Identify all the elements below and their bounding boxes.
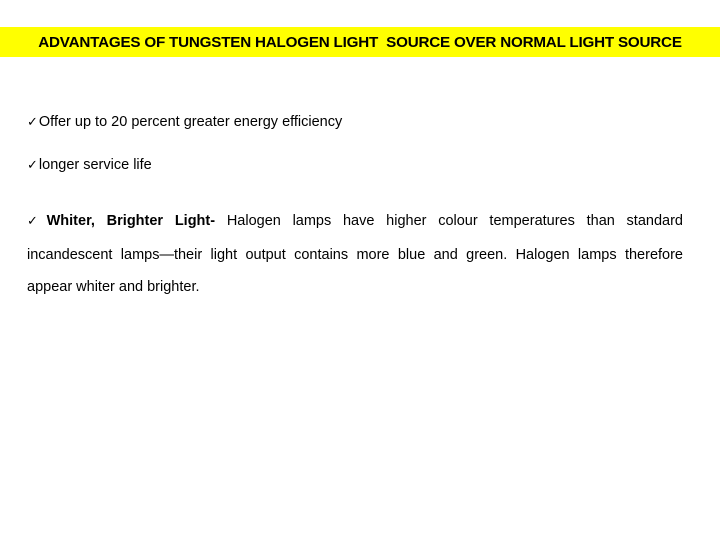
bullet-item: [27, 111, 342, 134]
bullet-text: longer service life: [38, 157, 152, 173]
bullet-text: Halogen lamps have higher colour temperatures than standard incandescent lamps—their light output contains more blue and green. Halogen lamps therefore appear whiter and brighter.: [27, 213, 683, 295]
bullet-item: [27, 205, 683, 304]
checkmark-icon: ✓: [27, 115, 38, 130]
title-highlight-bar: [0, 27, 720, 57]
slide-title: ADVANTAGES OF TUNGSTEN HALOGEN LIGHT SOURCE OVER NORMAL LIGHT SOURCE: [38, 33, 682, 51]
bullet-text: Offer up to 20 percent greater energy efficiency: [38, 114, 343, 130]
bullet-item: [27, 154, 152, 177]
bullet-lead: Whiter, Brighter Light-: [46, 213, 216, 229]
checkmark-icon: ✓: [27, 158, 38, 173]
checkmark-icon: ✓: [27, 214, 46, 229]
